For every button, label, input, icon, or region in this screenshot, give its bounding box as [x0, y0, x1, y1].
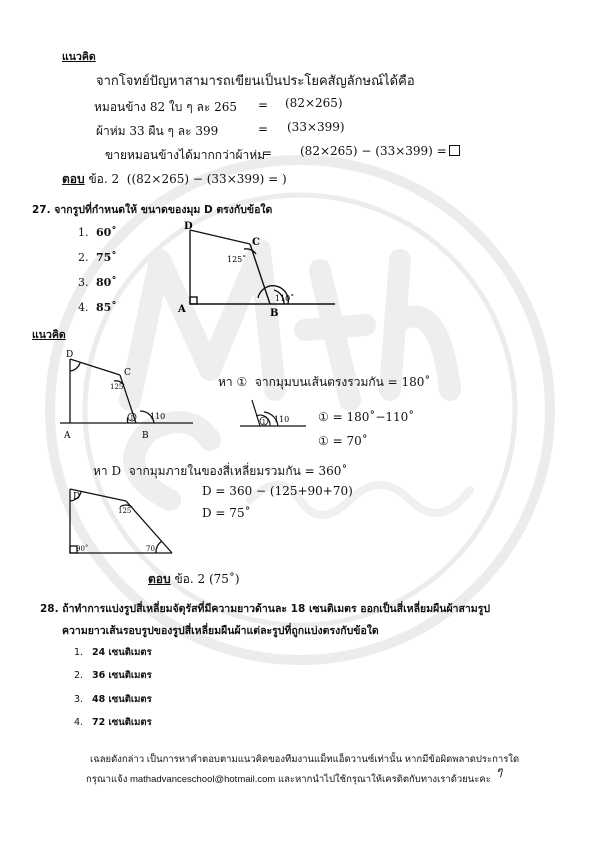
answer-choice: ข้อ. 2 (75˚): [174, 572, 240, 586]
sol-fig1-label-c: C: [124, 368, 131, 378]
fig-label-a: A: [178, 304, 186, 315]
solution26-line1: จากโจทย์ปัญหาสามารถเขียนเป็นประโยคสัญลักษณ์ได้คือ: [96, 74, 415, 89]
sol-fig1-angle-b: 110: [150, 412, 166, 421]
solution26-line3-label: ผ้าห่ม 33 ผืน ๆ ละ 399: [96, 124, 219, 138]
q27-option-2: 2. 75˚: [78, 251, 117, 264]
fig-label-b: B: [270, 308, 279, 319]
solution26-answer: [62, 170, 287, 189]
fig-angle-b: 110˚: [275, 294, 295, 303]
sol-fig2-angle-b: 70: [146, 545, 155, 553]
q28-option-3: 3. 48 เซนติเมตร: [74, 694, 152, 705]
sol-fig2-angle-a: 90˚: [76, 545, 89, 553]
mini-fig-marker: 1: [262, 419, 266, 426]
fig-label-d: D: [184, 221, 193, 232]
answer-label: ตอบ: [148, 572, 171, 586]
solution26-line2-eq: =: [258, 98, 269, 112]
q27-option-3: 3. 80˚: [78, 276, 117, 289]
sol-fig1-label-a: A: [64, 431, 71, 441]
footer-note-line2: กรุณาแจ้ง mathadvanceschool@hotmail.com และหากนำไปใช้กรุณาให้เครดิตกับทางเราด้วยนะคะ: [86, 774, 491, 785]
fig-angle-c: 125˚: [227, 255, 247, 264]
solution26-line2-expr: (82×265): [285, 96, 343, 110]
solution26-line3-eq: =: [258, 122, 269, 136]
solution27-step2: หา D จากมุมภายในของสี่เหลี่ยมรวมกัน = 360˚: [93, 464, 348, 478]
solution27-mini-figure: [238, 396, 308, 432]
answer-label: ตอบ: [62, 172, 85, 186]
q27-option-1: 1. 60˚: [78, 226, 117, 239]
sol-fig1-angle-c: 125: [110, 383, 124, 391]
mini-fig-angle: 110: [274, 415, 290, 424]
solution27-figure-1: [58, 345, 198, 445]
sol-fig2-label-d: D: [73, 492, 81, 502]
sol-fig1-marker: 1: [130, 415, 134, 422]
blank-box-icon: [449, 145, 460, 156]
sol-fig1-label-d: D: [66, 350, 74, 360]
question-27: 27. จากรูปที่กำหนดให้ ขนาดของมุม D ตรงกับข้อใด: [32, 204, 273, 216]
solution26-line2-label: หมอนข้าง 82 ใบ ๆ ละ 265: [94, 100, 237, 114]
solution27-figure-2: [62, 485, 182, 560]
solution26-line4-eq: =: [262, 146, 273, 160]
solution26-line3-expr: (33×399): [287, 120, 345, 134]
footer-note-line1: เฉลยดังกล่าว เป็นการหาคำตอบตามแนวคิดของทีมงานแม็ทแอ็ดวานซ์เท่านั้น หากมีข้อผิดพลาดประการใด: [90, 754, 520, 765]
footer-signature: ๆ: [496, 764, 503, 778]
question-28-line1: 28. ถ้าทำการแบ่งรูปสี่เหลี่ยมจัตุรัสที่มีความยาวด้านละ 18 เซนติเมตร ออกเป็นสี่เหลี่ยมผืนผ้าสามรูป: [40, 603, 491, 615]
solution27-step2-calc1: D = 360 − (125+90+70): [202, 484, 353, 498]
sol-fig1-label-b: B: [142, 431, 149, 441]
solution27-step2-calc2: D = 75˚: [202, 506, 251, 520]
solution27-step1-calc2: ① = 70˚: [318, 434, 368, 448]
solution26-line4-label: ขายหมอนข้างได้มากกว่าผ้าห่ม: [105, 148, 266, 162]
q27-figure: [170, 218, 340, 320]
solution27-heading: แนวคิด: [32, 329, 66, 341]
q28-option-1: 1. 24 เซนติเมตร: [74, 647, 152, 658]
q28-option-2: 2. 36 เซนติเมตร: [74, 670, 152, 681]
q27-option-4: 4. 85˚: [78, 301, 117, 314]
solution27-answer: [148, 570, 240, 589]
answer-choice: ข้อ. 2: [88, 172, 120, 186]
question-28-line2: ความยาวเส้นรอบรูปของรูปสี่เหลี่ยมผืนผ้าแต่ละรูปที่ถูกแบ่งตรงกับข้อใด: [62, 625, 379, 637]
solution27-step1: หา ① จากมุมบนเส้นตรงรวมกัน = 180˚: [218, 375, 431, 389]
fig-label-c: C: [252, 237, 260, 248]
q28-option-4: 4. 72 เซนติเมตร: [74, 717, 152, 728]
solution27-step1-calc1: ① = 180˚−110˚: [318, 410, 415, 424]
sol-fig2-angle-c: 125: [118, 507, 132, 515]
answer-expression: ((82×265) − (33×399) = ): [126, 172, 287, 186]
solution-heading: แนวคิด: [62, 51, 96, 63]
solution26-line4-expr: (82×265) − (33×399) =: [300, 144, 460, 158]
